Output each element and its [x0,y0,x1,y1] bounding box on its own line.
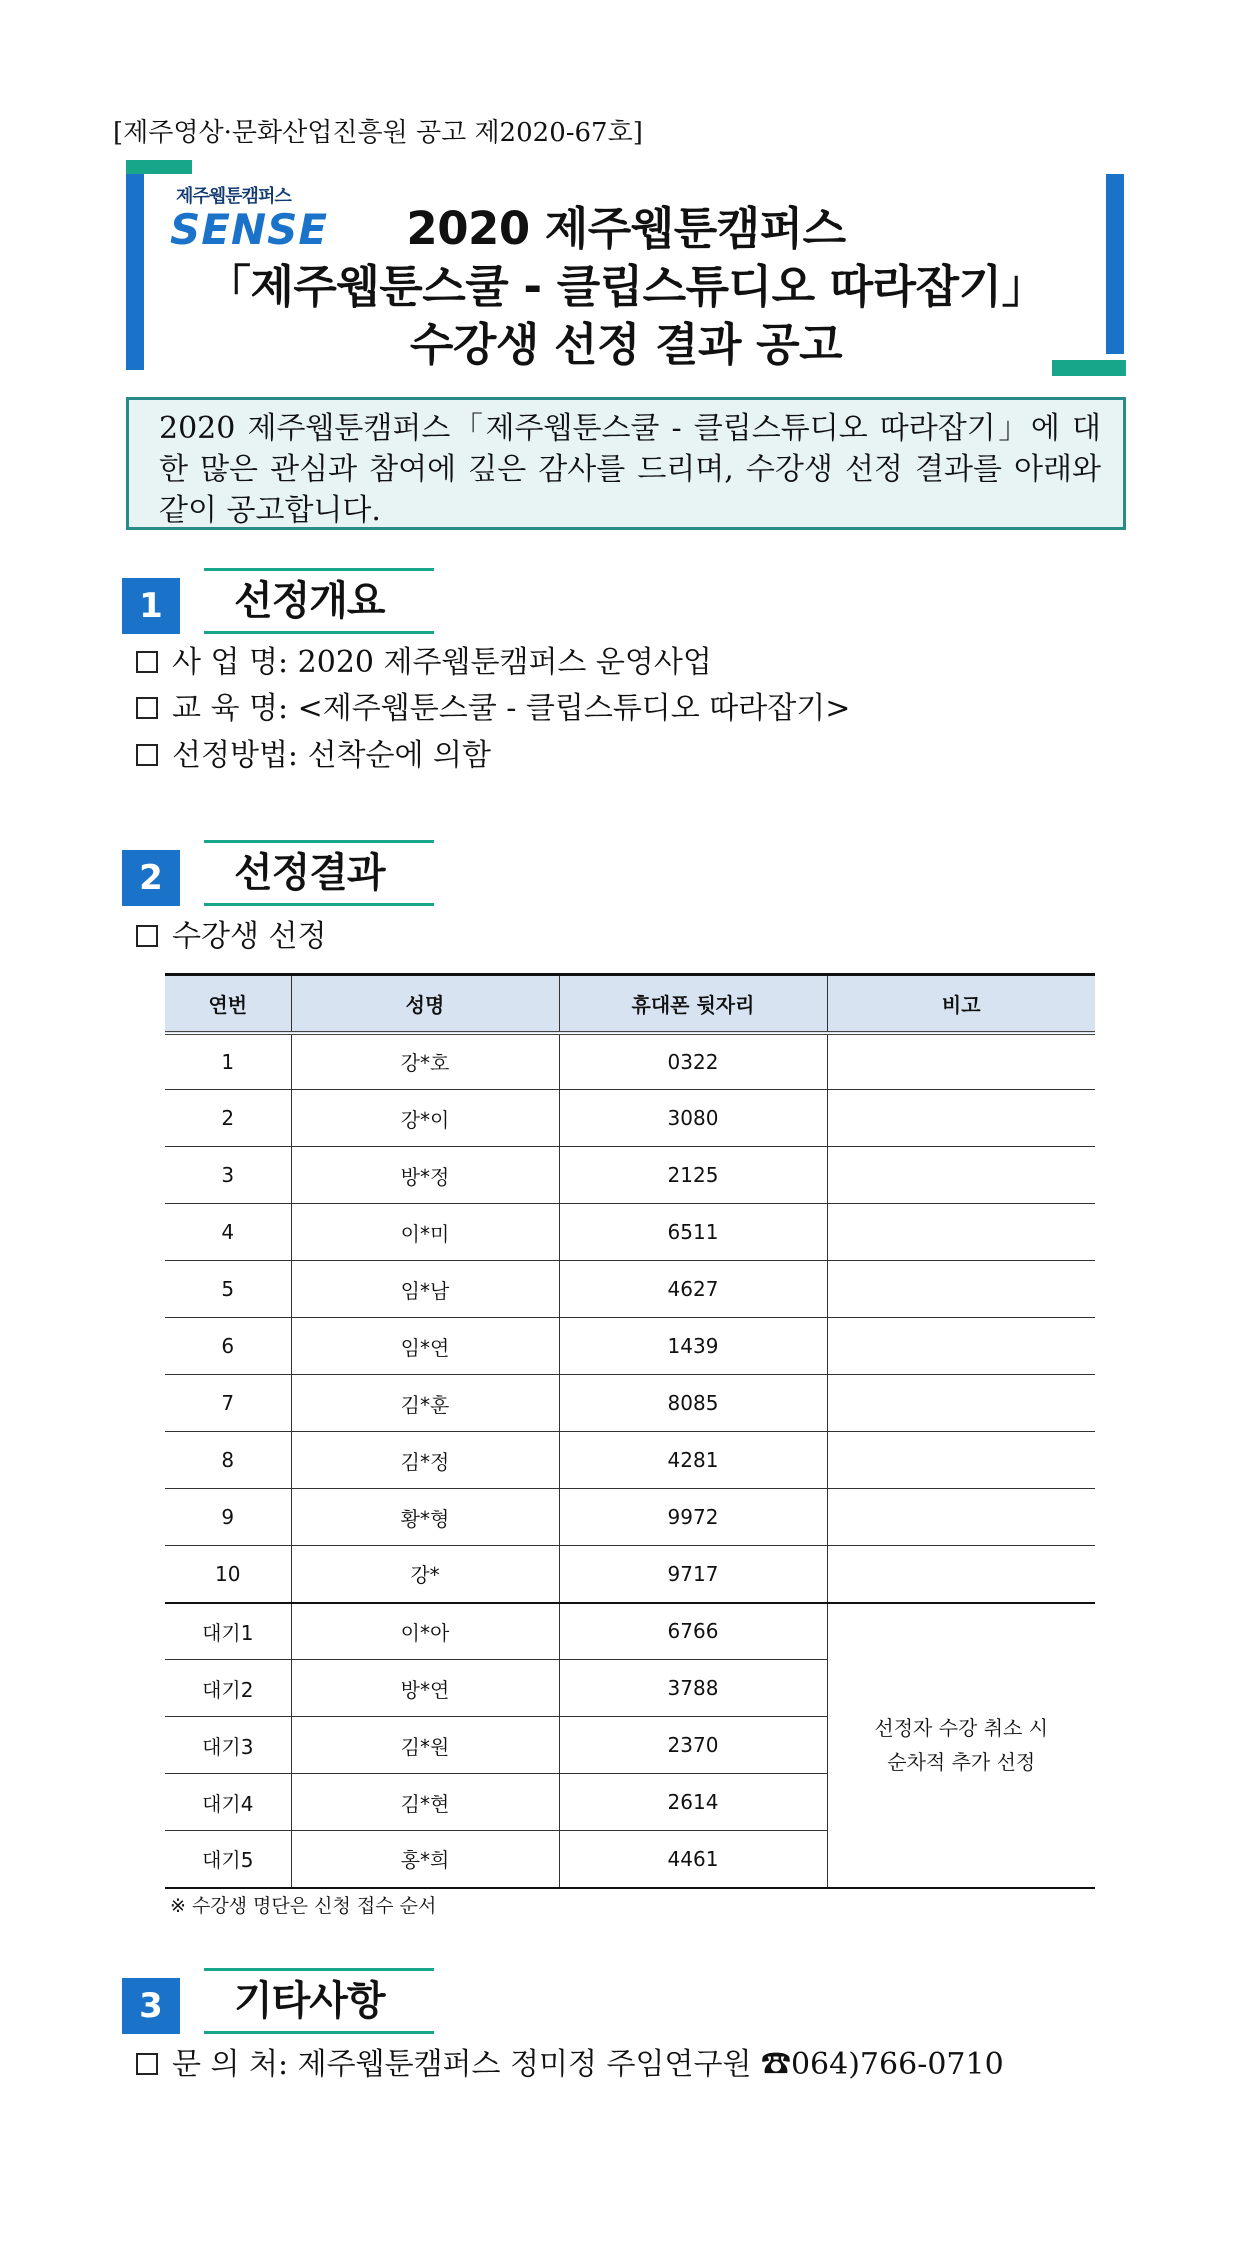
cell-name: 이*미 [291,1204,559,1261]
table-row [165,1546,1095,1603]
item-text: 사 업 명: 2020 제주웹툰캠퍼스 운영사업 [172,645,712,680]
overview-item-project [136,645,712,681]
header-phone: 휴대폰 뒷자리 [559,975,827,1033]
item-text: 교 육 명: <제주웹툰스쿨 - 클립스튜디오 따라잡기> [172,691,851,726]
header-remark: 비고 [827,975,1095,1033]
section-3-heading [122,1968,442,2034]
cell-phone: 9717 [559,1546,827,1603]
cell-name: 김*훈 [291,1375,559,1432]
cell-name: 김*정 [291,1432,559,1489]
cell-name: 임*남 [291,1261,559,1318]
cell-no: 대기5 [165,1831,291,1888]
cell-name: 김*원 [291,1717,559,1774]
item-text: 수강생 선정 [172,919,327,954]
checkbox-icon [136,651,158,673]
notice-number: [제주영상·문화산업진흥원 공고 제2020-67호] [113,118,643,148]
table-row [165,1204,1095,1261]
checkbox-icon [136,925,158,947]
cell-no: 대기4 [165,1774,291,1831]
cell-phone: 3080 [559,1090,827,1147]
cell-name: 강* [291,1546,559,1603]
cell-remark [827,1204,1095,1261]
waitlist-note-line-2: 순차적 추가 선정 [887,1750,1036,1774]
cell-phone: 4281 [559,1432,827,1489]
section-number: 2 [122,850,180,906]
waitlist-note [827,1603,1095,1888]
cell-phone: 6766 [559,1603,827,1660]
cell-name: 황*형 [291,1489,559,1546]
cell-no: 7 [165,1375,291,1432]
table-row [165,1375,1095,1432]
section-number: 3 [122,1978,180,2034]
section-title: 선정결과 [234,850,385,896]
divider [204,2031,434,2034]
table-row [165,1318,1095,1375]
checkbox-icon [136,744,158,766]
cell-no: 2 [165,1090,291,1147]
section-2-heading [122,840,442,906]
cell-phone: 2125 [559,1147,827,1204]
cell-remark [827,1318,1095,1375]
section-number: 1 [122,578,180,634]
section-title: 선정개요 [234,578,385,624]
cell-phone: 4627 [559,1261,827,1318]
cell-remark [827,1147,1095,1204]
cell-phone: 8085 [559,1375,827,1432]
cell-no: 4 [165,1204,291,1261]
title-line-3: 수강생 선정 결과 공고 [409,318,843,371]
cell-remark [827,1489,1095,1546]
cell-no: 대기3 [165,1717,291,1774]
item-text: 문 의 처: 제주웹툰캠퍼스 정미정 주임연구원 ☎064)766-0710 [172,2047,1004,2082]
divider [204,840,434,843]
cell-remark [827,1432,1095,1489]
overview-item-method [136,738,491,774]
cell-phone: 2370 [559,1717,827,1774]
waitlist-row [165,1603,1095,1660]
cell-name: 김*현 [291,1774,559,1831]
cell-phone: 1439 [559,1318,827,1375]
cell-name: 임*연 [291,1318,559,1375]
results-item [136,919,326,955]
table-row [165,1147,1095,1204]
checkbox-icon [136,697,158,719]
divider [204,568,434,571]
cell-name: 방*연 [291,1660,559,1717]
cell-phone: 6511 [559,1204,827,1261]
divider [204,631,434,634]
title-line-1: 2020 제주웹툰캠퍼스 [406,202,846,255]
selection-table [165,973,1095,1889]
cell-remark [827,1375,1095,1432]
divider [204,1968,434,1971]
title-block [126,160,1126,376]
cell-name: 홍*희 [291,1831,559,1888]
table-row [165,1489,1095,1546]
cell-no: 대기1 [165,1603,291,1660]
cell-name: 강*호 [291,1033,559,1090]
cell-name: 방*정 [291,1147,559,1204]
intro-box: 2020 제주웹툰캠퍼스「제주웹툰스쿨 - 클립스튜디오 따라잡기」에 대한 많은 관심과 참여에 깊은 감사를 드리며, 수강생 선정 결과를 아래와 같이 공고합니다. [126,397,1126,530]
contact-item [136,2047,1004,2083]
logo-top-text: 제주웹툰캠퍼스 [176,186,291,207]
section-1-heading [122,568,442,634]
cell-name: 이*아 [291,1603,559,1660]
cell-remark [827,1261,1095,1318]
cell-no: 6 [165,1318,291,1375]
cell-phone: 3788 [559,1660,827,1717]
cell-remark [827,1090,1095,1147]
cell-phone: 9972 [559,1489,827,1546]
table-row [165,1033,1095,1090]
table-row [165,1261,1095,1318]
cell-no: 10 [165,1546,291,1603]
cell-no: 대기2 [165,1660,291,1717]
cell-phone: 0322 [559,1033,827,1090]
header-no: 연번 [165,975,291,1033]
logo-brand: SENSE [170,205,329,254]
cell-name: 강*이 [291,1090,559,1147]
table-footnote: ※ 수강생 명단은 신청 접수 순서 [170,1895,437,1917]
cell-no: 1 [165,1033,291,1090]
cell-phone: 4461 [559,1831,827,1888]
divider [204,903,434,906]
item-text: 선정방법: 선착순에 의함 [172,738,491,773]
cell-remark [827,1033,1095,1090]
waitlist-note-line-1: 선정자 수강 취소 시 [874,1716,1049,1740]
cell-no: 9 [165,1489,291,1546]
header-name: 성명 [291,975,559,1033]
cell-no: 3 [165,1147,291,1204]
cell-remark [827,1546,1095,1603]
table-row [165,1090,1095,1147]
cell-phone: 2614 [559,1774,827,1831]
table-header-row [165,975,1095,1033]
table-row [165,1432,1095,1489]
page-title [126,200,1126,374]
cell-no: 5 [165,1261,291,1318]
overview-item-course [136,691,850,727]
section-title: 기타사항 [234,1978,385,2024]
cell-no: 8 [165,1432,291,1489]
decor-bar [126,160,192,174]
title-line-2: 「제주웹툰스쿨 - 클립스튜디오 따라잡기」 [205,260,1047,313]
checkbox-icon [136,2053,158,2075]
